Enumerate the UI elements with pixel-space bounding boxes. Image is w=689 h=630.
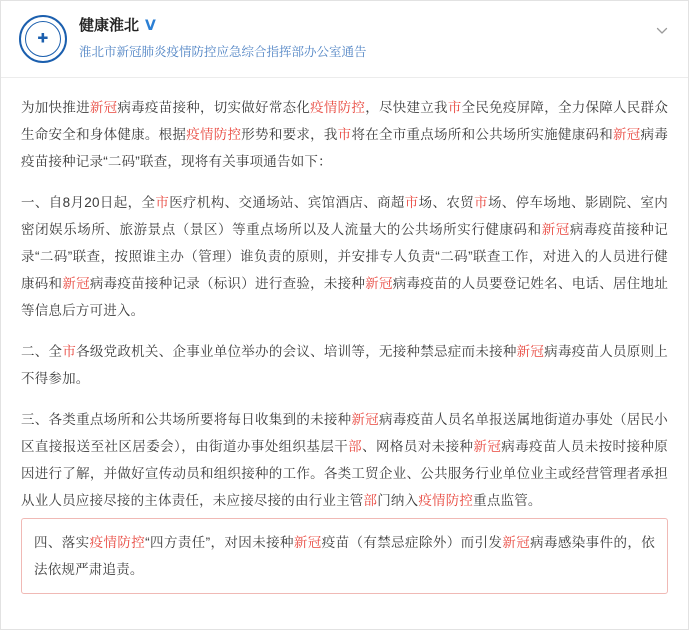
text-run: 全民免疫屏障，全力保障人民群众生命安全和身体健康。根据 — [21, 100, 669, 142]
text-run: 病毒疫苗接种记录（标识）进行查验，未接种 — [89, 276, 366, 291]
text-run: “四方责任”，对因未接种 — [145, 535, 294, 550]
highlighted-term[interactable]: 新冠 — [351, 412, 379, 427]
text-run: 病毒疫苗人员未按时接种原因进行了解，并做好宣传动员和组织接种的工作。各类工贸企业、公共服务行业单位业主或经营管理者承担从业人员应接尽接的主体责任，未应接尽接的由行业主管 — [21, 439, 668, 508]
text-run: 病毒疫苗接种记录“二码”联查，现将有关事项通告如下： — [21, 127, 669, 169]
text-run: 门纳入 — [377, 493, 419, 508]
text-run: 四、落实 — [34, 535, 90, 550]
header-text-block — [79, 15, 670, 61]
highlighted-term[interactable]: 新冠 — [613, 127, 641, 142]
paragraph-list — [21, 94, 668, 514]
account-name: 健康淮北 — [79, 17, 140, 34]
highlighted-term[interactable]: 市 — [155, 195, 170, 210]
highlighted-term[interactable]: 新冠 — [62, 276, 90, 291]
highlighted-term[interactable]: 市 — [447, 100, 462, 115]
highlighted-term[interactable]: 部 — [348, 439, 363, 454]
highlighted-term[interactable]: 市 — [404, 195, 419, 210]
text-run: 场、停车场地、影剧院、室内密闭娱乐场所、旅游景点（景区）等重点场所以及人流量大的公共场所实行健康码和 — [21, 195, 668, 237]
highlighted-term[interactable]: 新冠 — [89, 100, 118, 115]
account-line — [79, 16, 670, 36]
publisher-logo — [19, 15, 67, 63]
text-run: ，尽快建立我 — [365, 100, 448, 115]
highlighted-term[interactable]: 新冠 — [541, 222, 570, 237]
text-run: 病毒疫苗接种记录“二码”联查，按照谁主办（管理）谁负责的原则，并安排专人负责“二码”联查工作，对进入的人员进行健康码和 — [21, 222, 668, 291]
text-run: 为加快推进 — [21, 100, 90, 115]
article-body — [1, 78, 688, 604]
highlighted-term[interactable]: 部 — [363, 493, 378, 508]
text-run: 三、各类重点场所和公共场所要将每日收集到的未接种 — [21, 412, 352, 427]
paragraph — [21, 406, 668, 514]
highlighted-term[interactable]: 新冠 — [502, 535, 531, 550]
paragraph — [21, 338, 668, 392]
highlighted-term[interactable]: 市 — [62, 344, 77, 359]
text-run: 、网格员对未接种 — [362, 439, 474, 454]
paragraph — [34, 529, 655, 583]
highlighted-term[interactable]: 市 — [337, 127, 352, 142]
verified-badge-icon: V — [145, 18, 156, 34]
highlighted-term[interactable]: 疫情防控 — [186, 127, 242, 142]
highlighted-term[interactable]: 新冠 — [516, 344, 545, 359]
text-run: 病毒疫苗接种，切实做好常态化 — [117, 100, 311, 115]
text-run: 一、自8月20日起，全 — [21, 195, 156, 210]
highlighted-term[interactable]: 新冠 — [365, 276, 393, 291]
text-run: 病毒疫苗人员原则上不得参加。 — [21, 344, 669, 386]
article-header — [1, 1, 688, 73]
text-run: 各级党政机关、企事业单位举办的会议、培训等，无接种禁忌症而未接种 — [76, 344, 517, 359]
paragraph — [21, 94, 668, 175]
text-run: 形势和要求，我 — [241, 127, 338, 142]
article-subtitle: 淮北市新冠肺炎疫情防控应急综合指挥部办公室通告 — [79, 45, 367, 59]
highlighted-term[interactable]: 新冠 — [293, 535, 322, 550]
highlighted-term[interactable]: 疫情防控 — [89, 535, 146, 550]
text-run: 场、农贸 — [418, 195, 475, 210]
text-run: 病毒疫苗的人员要登记姓名、电话、居住地址等信息后方可进入。 — [21, 276, 669, 318]
highlighted-term[interactable]: 新冠 — [473, 439, 502, 454]
medical-cross-icon: ✚ — [37, 31, 49, 47]
highlighted-clause-box — [21, 518, 668, 594]
text-run: 医疗机构、交通场站、宾馆酒店、商超 — [169, 195, 405, 210]
highlighted-term[interactable]: 疫情防控 — [310, 100, 366, 115]
text-run: 将在全市重点场所和公共场所实施健康码和 — [351, 127, 613, 142]
text-run: 重点监管。 — [473, 493, 542, 508]
text-run: 二、全 — [21, 344, 63, 359]
highlighted-term[interactable]: 疫情防控 — [418, 493, 474, 508]
chevron-down-icon[interactable] — [656, 25, 668, 37]
text-run: 病毒疫苗人员名单报送属地街道办事处（居民小区直接报送至社区居委会），由街道办事处组织基层干 — [21, 412, 668, 454]
paragraph — [21, 189, 668, 324]
text-run: 病毒感染事件的，依法依规严肃追责。 — [34, 535, 655, 577]
text-run: 疫苗（有禁忌症除外）而引发 — [321, 535, 503, 550]
highlighted-term[interactable]: 市 — [474, 195, 488, 210]
